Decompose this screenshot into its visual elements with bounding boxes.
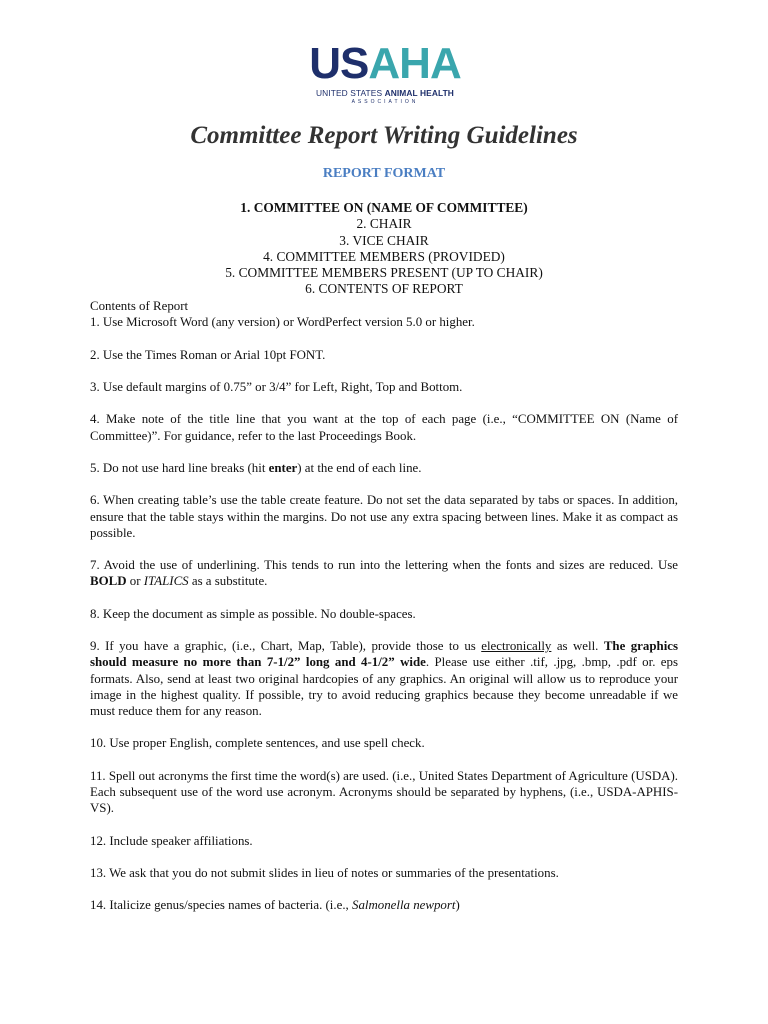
logo-wordmark <box>309 39 461 88</box>
contents-heading: Contents of Report <box>90 299 189 313</box>
format-item: 6. CONTENTS OF REPORT <box>305 281 463 297</box>
format-item: 4. COMMITTEE MEMBERS (PROVIDED) <box>263 248 505 264</box>
item-9-underline: electronically <box>481 639 552 654</box>
item-7-or: or <box>126 574 144 589</box>
guideline-item-3: 3. Use default margins of 0.75” or 3/4” for Left, Right, Top and Bottom. <box>90 379 463 394</box>
logo-mark-aha: AHA <box>368 39 461 88</box>
guideline-item-6: 6. When creating table’s use the table create feature. Do not set the data separated by tabs or spaces. In addition, ensure that the table stays within the margins. Do not use any extra spacing between lines. Make it as compact as possible. <box>90 493 678 540</box>
page-title: Committee Report Writing Guidelines <box>190 122 578 149</box>
guideline-item-4: 4. Make note of the title line that you want at the top of each page (i.e., “COMMITTEE ON (Name of Committee)”. For guidance, refer to the last Proceedings Book. <box>90 412 678 443</box>
logo-association: ASSOCIATION <box>351 99 419 105</box>
guideline-item-14 <box>90 897 678 913</box>
logo-line1-b: ANIMAL HEALTH <box>384 88 454 98</box>
item-14-text: 14. Italicize genus/species names of bacteria. (i.e., <box>90 898 352 913</box>
item-14-italic: Salmonella newport <box>352 898 456 913</box>
guideline-item-12: 12. Include speaker affiliations. <box>90 833 253 848</box>
guideline-item-1: 1. Use Microsoft Word (any version) or WordPerfect version 5.0 or higher. <box>90 315 475 330</box>
format-item: 3. VICE CHAIR <box>339 232 429 248</box>
logo-tagline <box>309 88 461 98</box>
item-14-text-end: ) <box>455 898 460 913</box>
item-9-bold: The graphics should measure no more than 7-1/2” long and 4-1/2” wide <box>90 639 679 670</box>
format-item: 2. CHAIR <box>356 216 412 232</box>
report-format-list <box>0 200 768 298</box>
item-5-text-end: ) at the end of each line. <box>297 460 422 475</box>
item-5-text: 5. Do not use hard line breaks (hit <box>90 460 269 475</box>
contents-of-report <box>90 298 678 930</box>
item-7-italic: ITALICS <box>143 574 189 589</box>
usaha-logo <box>309 39 461 110</box>
guideline-item-8: 8. Keep the document as simple as possible. No double-spaces. <box>90 606 416 621</box>
section-subtitle: REPORT FORMAT <box>322 166 446 181</box>
format-item: 1. COMMITTEE ON (NAME OF COMMITTEE) <box>240 200 528 215</box>
logo-line1-a: UNITED STATES <box>316 88 385 98</box>
item-7-text-end: as a substitute. <box>188 574 268 589</box>
item-5-bold: enter <box>268 460 298 475</box>
guideline-item-5 <box>90 460 678 476</box>
format-item: 5. COMMITTEE MEMBERS PRESENT (UP TO CHAIR) <box>225 265 543 281</box>
item-9-text-end: . Please use either .tif, .jpg, .bmp, .pdf or. eps formats. Also, send at least two original hardcopies of any graphics. An original will allow us to reproduce your image in the highest quality. If possible, try to avoid reducing graphics because they become unreadable if we must reduce them for any reason. <box>90 655 678 718</box>
item-9-text: 9. If you have a graphic, (i.e., Chart, Map, Table), provide those to us <box>90 639 482 654</box>
logo-mark-us: US <box>309 39 369 88</box>
guideline-item-10: 10. Use proper English, complete sentences, and use spell check. <box>90 736 425 751</box>
guideline-item-2: 2. Use the Times Roman or Arial 10pt FONT. <box>90 347 326 362</box>
item-9-mid: as well. <box>551 639 604 654</box>
item-7-text: 7. Avoid the use of underlining. This tends to run into the lettering when the fonts and sizes are reduced. Use <box>90 558 678 573</box>
guideline-item-7 <box>90 557 678 589</box>
item-7-bold: BOLD <box>90 574 127 589</box>
guideline-item-11: 11. Spell out acronyms the first time the word(s) are used. (i.e., United States Department of Agriculture (USDA). Each subsequent use of the word use acronym. Acronyms should be separated by hyphens, (i.e., USDA-APHIS-VS). <box>90 768 678 816</box>
guideline-item-13: 13. We ask that you do not submit slides in lieu of notes or summaries of the presentations. <box>90 865 559 880</box>
guideline-item-9 <box>90 638 678 719</box>
